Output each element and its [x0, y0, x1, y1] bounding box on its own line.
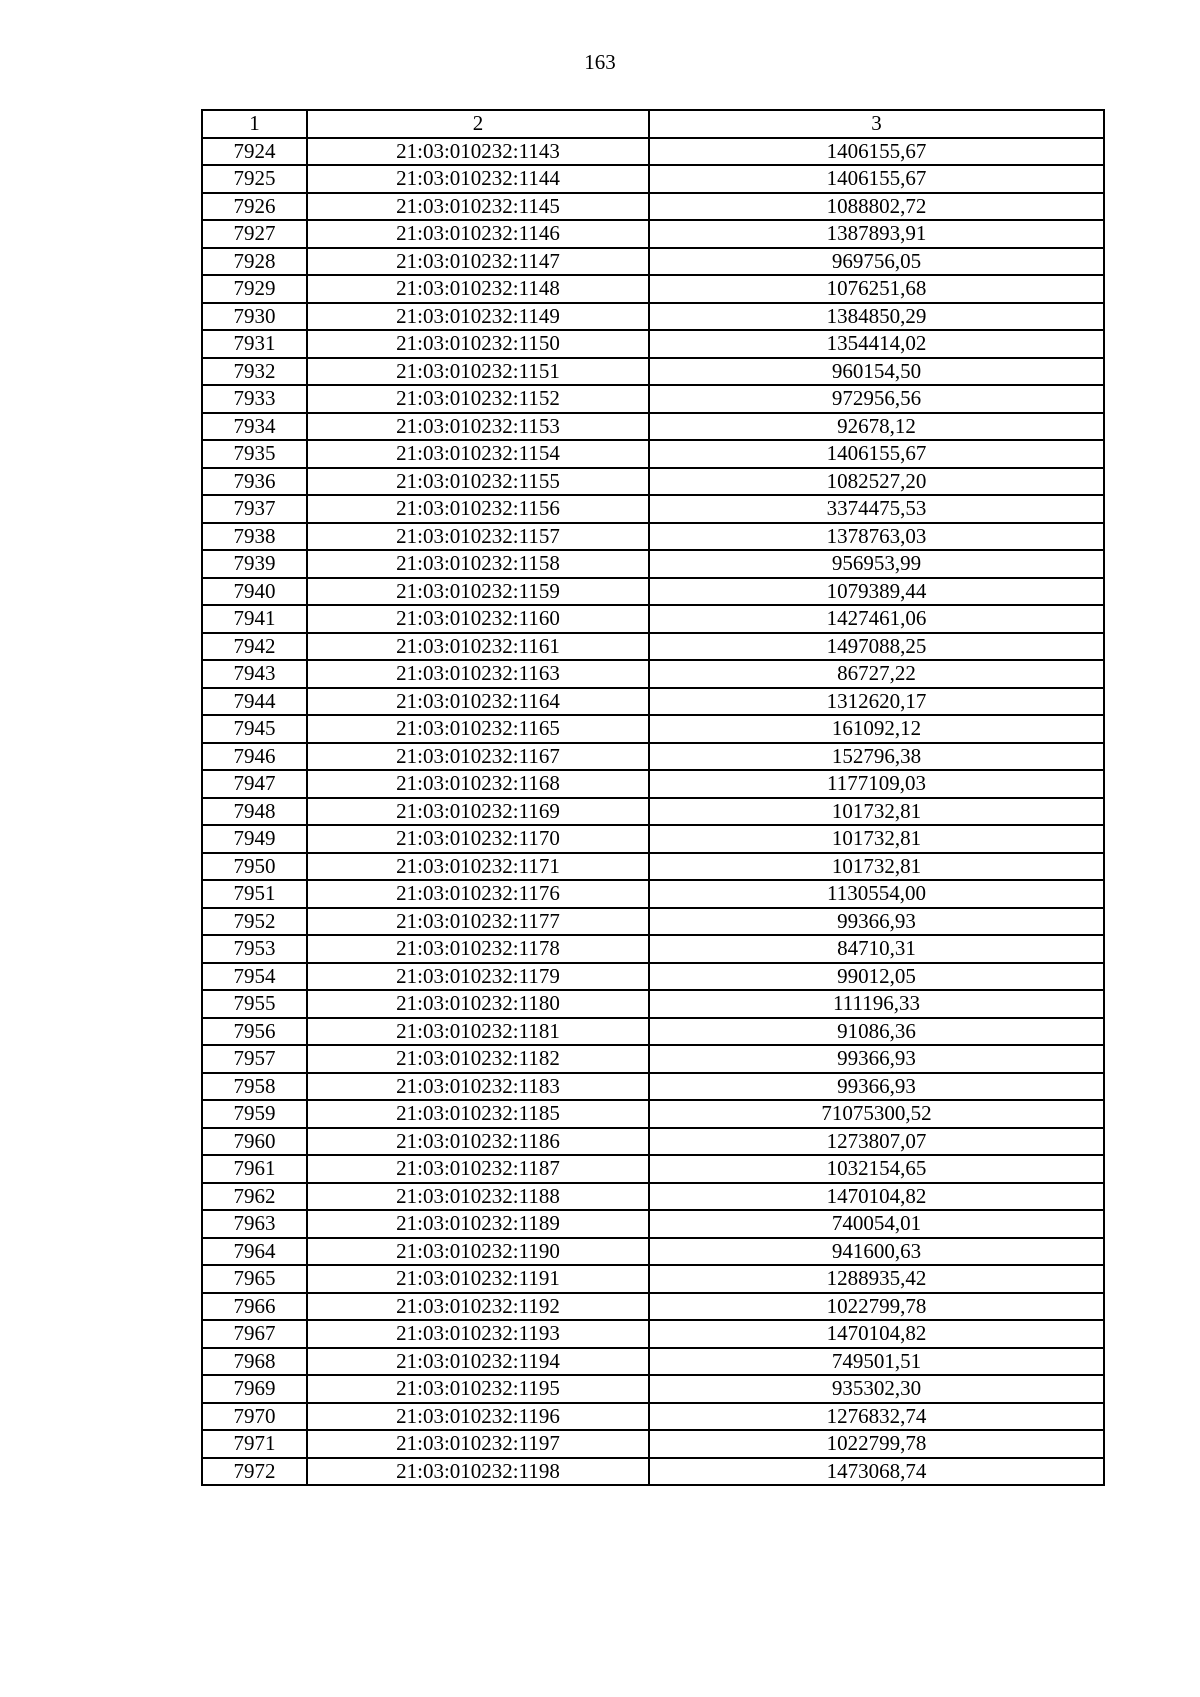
- table-row: [202, 578, 1104, 606]
- cadastral-number-cell: 21:03:010232:1161: [307, 633, 649, 661]
- cadastral-number-cell: 21:03:010232:1149: [307, 303, 649, 331]
- cadastral-number-cell: 21:03:010232:1164: [307, 688, 649, 716]
- cadastral-number-cell: 21:03:010232:1145: [307, 193, 649, 221]
- value-cell: 1088802,72: [649, 193, 1104, 221]
- value-cell: 1076251,68: [649, 275, 1104, 303]
- value-cell: 1354414,02: [649, 330, 1104, 358]
- cadastral-number-cell: 21:03:010232:1153: [307, 413, 649, 441]
- row-number-cell: 7972: [202, 1458, 307, 1486]
- row-number-cell: 7928: [202, 248, 307, 276]
- table-row: [202, 385, 1104, 413]
- cadastral-number-cell: 21:03:010232:1157: [307, 523, 649, 551]
- cadastral-number-cell: 21:03:010232:1147: [307, 248, 649, 276]
- row-number-cell: 7944: [202, 688, 307, 716]
- table-row: [202, 715, 1104, 743]
- cadastral-number-cell: 21:03:010232:1170: [307, 825, 649, 853]
- cadastral-number-cell: 21:03:010232:1179: [307, 963, 649, 991]
- value-cell: 71075300,52: [649, 1100, 1104, 1128]
- row-number-cell: 7965: [202, 1265, 307, 1293]
- value-cell: 99366,93: [649, 1073, 1104, 1101]
- table-row: [202, 1320, 1104, 1348]
- cadastral-number-cell: 21:03:010232:1176: [307, 880, 649, 908]
- table-row: [202, 853, 1104, 881]
- value-cell: 3374475,53: [649, 495, 1104, 523]
- value-cell: 101732,81: [649, 798, 1104, 826]
- cadastral-number-cell: 21:03:010232:1198: [307, 1458, 649, 1486]
- table-body: [202, 138, 1104, 1486]
- cadastral-number-cell: 21:03:010232:1183: [307, 1073, 649, 1101]
- row-number-cell: 7952: [202, 908, 307, 936]
- row-number-cell: 7956: [202, 1018, 307, 1046]
- cadastral-number-cell: 21:03:010232:1188: [307, 1183, 649, 1211]
- value-cell: 86727,22: [649, 660, 1104, 688]
- table-row: [202, 440, 1104, 468]
- row-number-cell: 7946: [202, 743, 307, 771]
- value-cell: 969756,05: [649, 248, 1104, 276]
- value-cell: 1177109,03: [649, 770, 1104, 798]
- value-cell: 1470104,82: [649, 1183, 1104, 1211]
- table-row: [202, 798, 1104, 826]
- row-number-cell: 7958: [202, 1073, 307, 1101]
- value-cell: 941600,63: [649, 1238, 1104, 1266]
- page-number: 163: [584, 50, 616, 74]
- table-row: [202, 1265, 1104, 1293]
- value-cell: 1022799,78: [649, 1293, 1104, 1321]
- table-row: [202, 193, 1104, 221]
- value-cell: 111196,33: [649, 990, 1104, 1018]
- value-cell: 91086,36: [649, 1018, 1104, 1046]
- value-cell: 84710,31: [649, 935, 1104, 963]
- row-number-cell: 7935: [202, 440, 307, 468]
- cadastral-number-cell: 21:03:010232:1186: [307, 1128, 649, 1156]
- row-number-cell: 7950: [202, 853, 307, 881]
- table-row: [202, 963, 1104, 991]
- value-cell: 99012,05: [649, 963, 1104, 991]
- table-row: [202, 220, 1104, 248]
- table-row: [202, 1430, 1104, 1458]
- cadastral-number-cell: 21:03:010232:1152: [307, 385, 649, 413]
- column-header-1: 1: [202, 110, 307, 138]
- column-header-3: 3: [649, 110, 1104, 138]
- table-row: [202, 1348, 1104, 1376]
- row-number-cell: 7926: [202, 193, 307, 221]
- table-row: [202, 165, 1104, 193]
- table-row: [202, 1403, 1104, 1431]
- row-number-cell: 7947: [202, 770, 307, 798]
- table-row: [202, 248, 1104, 276]
- cadastral-number-cell: 21:03:010232:1146: [307, 220, 649, 248]
- row-number-cell: 7934: [202, 413, 307, 441]
- value-cell: 1406155,67: [649, 165, 1104, 193]
- cadastral-number-cell: 21:03:010232:1177: [307, 908, 649, 936]
- cadastral-number-cell: 21:03:010232:1192: [307, 1293, 649, 1321]
- row-number-cell: 7967: [202, 1320, 307, 1348]
- row-number-cell: 7943: [202, 660, 307, 688]
- value-cell: 935302,30: [649, 1375, 1104, 1403]
- table-row: [202, 990, 1104, 1018]
- cadastral-number-cell: 21:03:010232:1163: [307, 660, 649, 688]
- cadastral-number-cell: 21:03:010232:1193: [307, 1320, 649, 1348]
- value-cell: 1406155,67: [649, 440, 1104, 468]
- row-number-cell: 7933: [202, 385, 307, 413]
- cadastral-number-cell: 21:03:010232:1150: [307, 330, 649, 358]
- table-row: [202, 1073, 1104, 1101]
- cadastral-number-cell: 21:03:010232:1158: [307, 550, 649, 578]
- value-cell: 1130554,00: [649, 880, 1104, 908]
- value-cell: 1378763,03: [649, 523, 1104, 551]
- row-number-cell: 7971: [202, 1430, 307, 1458]
- cadastral-number-cell: 21:03:010232:1190: [307, 1238, 649, 1266]
- row-number-cell: 7940: [202, 578, 307, 606]
- cadastral-number-cell: 21:03:010232:1196: [307, 1403, 649, 1431]
- table-row: [202, 1100, 1104, 1128]
- row-number-cell: 7969: [202, 1375, 307, 1403]
- value-cell: 99366,93: [649, 908, 1104, 936]
- table-row: [202, 1210, 1104, 1238]
- value-cell: 1312620,17: [649, 688, 1104, 716]
- row-number-cell: 7925: [202, 165, 307, 193]
- cadastral-number-cell: 21:03:010232:1165: [307, 715, 649, 743]
- cadastral-number-cell: 21:03:010232:1168: [307, 770, 649, 798]
- value-cell: 1470104,82: [649, 1320, 1104, 1348]
- cadastral-number-cell: 21:03:010232:1143: [307, 138, 649, 166]
- table-row: [202, 660, 1104, 688]
- value-cell: 99366,93: [649, 1045, 1104, 1073]
- row-number-cell: 7949: [202, 825, 307, 853]
- value-cell: 1276832,74: [649, 1403, 1104, 1431]
- cadastral-number-cell: 21:03:010232:1194: [307, 1348, 649, 1376]
- value-cell: 101732,81: [649, 825, 1104, 853]
- table-row: [202, 1155, 1104, 1183]
- value-cell: 1032154,65: [649, 1155, 1104, 1183]
- table-row: [202, 743, 1104, 771]
- value-cell: 740054,01: [649, 1210, 1104, 1238]
- value-cell: 92678,12: [649, 413, 1104, 441]
- value-cell: 1273807,07: [649, 1128, 1104, 1156]
- table-row: [202, 880, 1104, 908]
- cadastral-number-cell: 21:03:010232:1156: [307, 495, 649, 523]
- row-number-cell: 7962: [202, 1183, 307, 1211]
- column-header-2: 2: [307, 110, 649, 138]
- cadastral-number-cell: 21:03:010232:1180: [307, 990, 649, 1018]
- header-row: [202, 110, 1104, 138]
- table-row: [202, 1238, 1104, 1266]
- cadastral-number-cell: 21:03:010232:1160: [307, 605, 649, 633]
- table-row: [202, 413, 1104, 441]
- cadastral-number-cell: 21:03:010232:1182: [307, 1045, 649, 1073]
- cadastral-number-cell: 21:03:010232:1159: [307, 578, 649, 606]
- value-cell: 1427461,06: [649, 605, 1104, 633]
- row-number-cell: 7959: [202, 1100, 307, 1128]
- value-cell: 1473068,74: [649, 1458, 1104, 1486]
- table-row: [202, 935, 1104, 963]
- row-number-cell: 7970: [202, 1403, 307, 1431]
- table-row: [202, 770, 1104, 798]
- table-row: [202, 468, 1104, 496]
- row-number-cell: 7929: [202, 275, 307, 303]
- value-cell: 1387893,91: [649, 220, 1104, 248]
- table-row: [202, 1375, 1104, 1403]
- row-number-cell: 7930: [202, 303, 307, 331]
- table-row: [202, 330, 1104, 358]
- cadastral-number-cell: 21:03:010232:1178: [307, 935, 649, 963]
- cadastral-number-cell: 21:03:010232:1148: [307, 275, 649, 303]
- table-row: [202, 550, 1104, 578]
- value-cell: 152796,38: [649, 743, 1104, 771]
- row-number-cell: 7957: [202, 1045, 307, 1073]
- row-number-cell: 7941: [202, 605, 307, 633]
- value-cell: 1497088,25: [649, 633, 1104, 661]
- row-number-cell: 7938: [202, 523, 307, 551]
- row-number-cell: 7948: [202, 798, 307, 826]
- table-row: [202, 633, 1104, 661]
- cadastral-number-cell: 21:03:010232:1181: [307, 1018, 649, 1046]
- table-row: [202, 1045, 1104, 1073]
- row-number-cell: 7951: [202, 880, 307, 908]
- cadastral-number-cell: 21:03:010232:1185: [307, 1100, 649, 1128]
- cadastral-number-cell: 21:03:010232:1169: [307, 798, 649, 826]
- table-row: [202, 523, 1104, 551]
- table-row: [202, 908, 1104, 936]
- value-cell: 1082527,20: [649, 468, 1104, 496]
- table-row: [202, 688, 1104, 716]
- row-number-cell: 7936: [202, 468, 307, 496]
- table-row: [202, 1128, 1104, 1156]
- row-number-cell: 7960: [202, 1128, 307, 1156]
- row-number-cell: 7931: [202, 330, 307, 358]
- table-row: [202, 358, 1104, 386]
- table-row: [202, 1458, 1104, 1486]
- table-row: [202, 138, 1104, 166]
- cadastral-number-cell: 21:03:010232:1197: [307, 1430, 649, 1458]
- cadastral-number-cell: 21:03:010232:1191: [307, 1265, 649, 1293]
- table-row: [202, 605, 1104, 633]
- cadastral-number-cell: 21:03:010232:1154: [307, 440, 649, 468]
- cadastral-number-cell: 21:03:010232:1171: [307, 853, 649, 881]
- value-cell: 1079389,44: [649, 578, 1104, 606]
- cadastral-number-cell: 21:03:010232:1144: [307, 165, 649, 193]
- row-number-cell: 7961: [202, 1155, 307, 1183]
- table-row: [202, 495, 1104, 523]
- value-cell: 1288935,42: [649, 1265, 1104, 1293]
- table-row: [202, 275, 1104, 303]
- value-cell: 101732,81: [649, 853, 1104, 881]
- row-number-cell: 7968: [202, 1348, 307, 1376]
- table-header: [202, 110, 1104, 138]
- cadastral-number-cell: 21:03:010232:1195: [307, 1375, 649, 1403]
- cadastral-number-cell: 21:03:010232:1189: [307, 1210, 649, 1238]
- data-table: [201, 109, 1105, 1486]
- value-cell: 972956,56: [649, 385, 1104, 413]
- row-number-cell: 7953: [202, 935, 307, 963]
- cadastral-number-cell: 21:03:010232:1167: [307, 743, 649, 771]
- table-row: [202, 1293, 1104, 1321]
- row-number-cell: 7927: [202, 220, 307, 248]
- row-number-cell: 7954: [202, 963, 307, 991]
- row-number-cell: 7964: [202, 1238, 307, 1266]
- value-cell: 1022799,78: [649, 1430, 1104, 1458]
- row-number-cell: 7937: [202, 495, 307, 523]
- row-number-cell: 7924: [202, 138, 307, 166]
- value-cell: 960154,50: [649, 358, 1104, 386]
- cadastral-number-cell: 21:03:010232:1151: [307, 358, 649, 386]
- cadastral-number-cell: 21:03:010232:1155: [307, 468, 649, 496]
- row-number-cell: 7963: [202, 1210, 307, 1238]
- row-number-cell: 7939: [202, 550, 307, 578]
- value-cell: 1384850,29: [649, 303, 1104, 331]
- row-number-cell: 7966: [202, 1293, 307, 1321]
- value-cell: 749501,51: [649, 1348, 1104, 1376]
- cadastral-number-cell: 21:03:010232:1187: [307, 1155, 649, 1183]
- row-number-cell: 7942: [202, 633, 307, 661]
- table-row: [202, 1183, 1104, 1211]
- value-cell: 161092,12: [649, 715, 1104, 743]
- row-number-cell: 7945: [202, 715, 307, 743]
- table-row: [202, 825, 1104, 853]
- table-row: [202, 1018, 1104, 1046]
- value-cell: 956953,99: [649, 550, 1104, 578]
- row-number-cell: 7932: [202, 358, 307, 386]
- table-row: [202, 303, 1104, 331]
- row-number-cell: 7955: [202, 990, 307, 1018]
- value-cell: 1406155,67: [649, 138, 1104, 166]
